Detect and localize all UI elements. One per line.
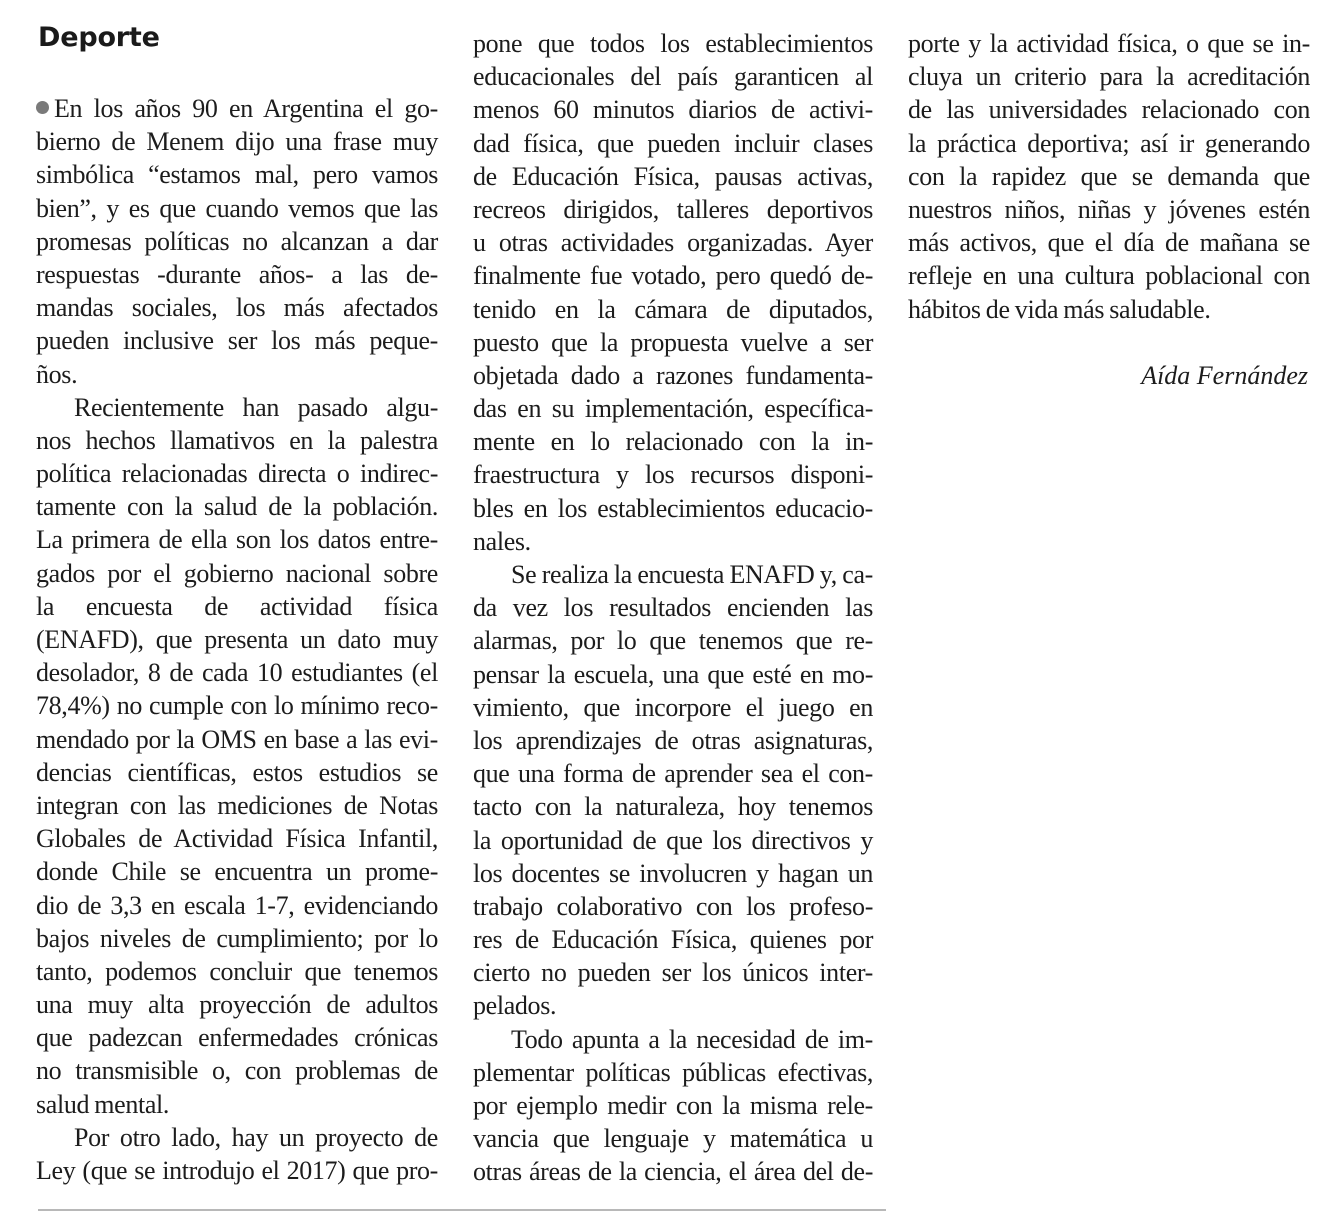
text-line-content: de Educación Física, pausas activas, <box>473 161 873 191</box>
text-line-content: la encuesta de actividad física <box>36 591 438 621</box>
text-line-content: finalmente fue votado, pero quedó de- <box>473 261 873 291</box>
text-line <box>473 624 873 657</box>
text-line <box>473 658 873 691</box>
text-line-content: fraestructura y los recursos disponi- <box>473 460 873 490</box>
text-line-content: das en su implementación, específica- <box>473 394 873 424</box>
text-line-content: otras áreas de la ciencia, el área del de- <box>473 1157 873 1187</box>
text-line <box>908 226 1310 259</box>
text-line <box>473 956 873 989</box>
text-line <box>473 359 873 392</box>
text-line-content: Ley (que se introdujo el 2017) que pro- <box>36 1156 438 1185</box>
text-line-content: (ENAFD), que presenta un dato muy <box>36 625 438 654</box>
text-line <box>36 1021 438 1054</box>
text-line-content: da vez los resultados encienden las <box>473 593 873 623</box>
text-line-content: Recientemente han pasado algu- <box>74 392 438 422</box>
text-line <box>36 125 438 158</box>
text-line <box>473 923 873 956</box>
article-column-3 <box>908 27 1310 326</box>
text-line <box>908 60 1310 93</box>
text-line <box>36 324 438 357</box>
text-line-content: trabajo colaborativo con los profeso- <box>473 891 873 921</box>
text-line <box>473 890 873 923</box>
text-line-content: más activos, que el día de mañana se <box>908 228 1310 258</box>
bullet-icon <box>36 101 49 114</box>
text-line-content: promesas políticas no alcanzan a dar <box>36 226 438 256</box>
text-line <box>473 724 873 757</box>
text-line <box>36 623 438 656</box>
text-line-content: Se realiza la encuesta ENAFD y, ca- <box>511 560 873 589</box>
text-line <box>908 160 1310 193</box>
text-line-content: desolador, 8 de cada 10 estudiantes (el <box>36 658 438 688</box>
text-line-content: dad física, que pueden incluir clases <box>473 128 873 158</box>
text-line-content: que padezcan enfermedades crónicas <box>36 1023 438 1053</box>
text-line <box>36 656 438 689</box>
text-line <box>473 193 873 226</box>
text-line <box>908 193 1310 226</box>
text-line <box>473 127 873 160</box>
text-line-content: ños. <box>36 359 78 389</box>
text-line <box>36 855 438 888</box>
text-line <box>473 93 873 126</box>
text-line-content: Globales de Actividad Física Infantil, <box>36 824 438 854</box>
text-line <box>36 1154 438 1187</box>
text-line-content: que una forma de aprender sea el con- <box>473 759 873 789</box>
text-line <box>473 425 873 458</box>
text-line-content: política relacionadas directa o indirec- <box>36 459 438 489</box>
article-column-1 <box>36 92 438 1187</box>
bottom-divider <box>38 1209 886 1211</box>
text-line-content: la práctica deportiva; así ir generando <box>908 128 1310 158</box>
text-line <box>36 590 438 623</box>
text-line <box>36 192 438 225</box>
text-line-content: bierno de Menem dijo una frase muy <box>36 127 438 157</box>
text-line <box>36 822 438 855</box>
text-line <box>36 291 438 324</box>
text-line <box>36 391 438 424</box>
text-line <box>908 93 1310 126</box>
text-line <box>908 27 1310 60</box>
text-line <box>473 591 873 624</box>
text-line <box>36 557 438 590</box>
text-line-content: educacionales del país garanticen al <box>473 62 873 92</box>
text-line <box>473 492 873 525</box>
text-line <box>473 60 873 93</box>
text-line <box>473 1056 873 1089</box>
text-line <box>473 824 873 857</box>
text-line-content: pensar la escuela, una que esté en mo- <box>473 659 873 689</box>
text-line-content: dencias científicas, estos estudios se <box>36 757 438 787</box>
text-line-content: Todo apunta a la necesidad de im- <box>511 1024 873 1054</box>
text-line-content: tacto con la naturaleza, hoy tenemos <box>473 792 873 822</box>
text-line <box>473 691 873 724</box>
text-line <box>473 160 873 193</box>
text-line <box>473 558 873 591</box>
text-line <box>36 490 438 523</box>
text-line-content: donde Chile se encuentra un prome- <box>36 857 438 887</box>
text-line <box>36 756 438 789</box>
text-line <box>36 1088 438 1121</box>
text-line-content: pueden inclusive ser los más peque- <box>36 326 438 356</box>
text-line <box>36 889 438 922</box>
text-line <box>36 258 438 291</box>
text-line-content: salud mental. <box>36 1089 170 1119</box>
text-line-content: recreos dirigidos, talleres deportivos <box>473 194 873 224</box>
text-line-content: con la rapidez que se demanda que <box>908 161 1310 191</box>
text-line <box>473 259 873 292</box>
text-line <box>473 1155 873 1188</box>
text-line-content: integran con las mediciones de Notas <box>36 790 438 820</box>
text-line-content: bles en los establecimientos educacio- <box>473 493 873 523</box>
text-line-content: respuestas -durante años- a las de- <box>36 259 438 289</box>
text-line-content: vimiento, que incorpore el juego en <box>473 692 873 722</box>
text-line-content: no transmisible o, con problemas de <box>36 1056 438 1086</box>
text-line-content: cluya un criterio para la acreditación <box>908 62 1310 92</box>
text-line <box>473 989 873 1022</box>
text-line <box>36 1054 438 1087</box>
text-line <box>473 226 873 259</box>
text-line <box>36 424 438 457</box>
text-line-content: bajos niveles de cumplimiento; por lo <box>36 923 438 953</box>
text-line <box>36 1121 438 1154</box>
text-line-content: simbólica “estamos mal, pero vamos <box>36 160 438 190</box>
text-line-content: porte y la actividad física, o que se in- <box>908 29 1310 58</box>
article-column-2 <box>473 27 873 1189</box>
text-line <box>36 955 438 988</box>
section-title: Deporte <box>38 22 160 53</box>
text-line <box>473 293 873 326</box>
text-line <box>36 457 438 490</box>
text-line <box>473 525 873 558</box>
text-line-content: tamente con la salud de la población. <box>36 492 438 522</box>
text-line-content: alarmas, por lo que tenemos que re- <box>473 626 873 656</box>
text-line <box>473 326 873 359</box>
text-line <box>908 127 1310 160</box>
text-line-content: cierto no pueden ser los únicos inter- <box>473 958 873 988</box>
text-line-content: hábitos de vida más saludable. <box>908 294 1211 324</box>
text-line <box>473 392 873 425</box>
text-line-content: nos hechos llamativos en la palestra <box>36 425 438 455</box>
text-line <box>36 92 438 125</box>
text-line-content: nuestros niños, niñas y jóvenes estén <box>908 194 1310 224</box>
text-line <box>36 225 438 258</box>
text-line <box>473 757 873 790</box>
text-line-content: por ejemplo medir con la misma rele- <box>473 1091 873 1120</box>
text-line-content: mendado por la OMS en base a las evi- <box>36 724 438 754</box>
text-line-content: mente en lo relacionado con la in- <box>473 427 873 457</box>
text-line-content: tenido en la cámara de diputados, <box>473 294 873 324</box>
text-line <box>36 789 438 822</box>
text-line-content: pone que todos los establecimientos <box>473 29 873 58</box>
text-line-content: objetada dado a razones fundamenta- <box>473 360 873 390</box>
text-line <box>36 689 438 722</box>
text-line-content: pelados. <box>473 991 557 1021</box>
text-line-content: los docentes se involucren y hagan un <box>473 858 873 888</box>
text-line-content: res de Educación Física, quienes por <box>473 925 873 955</box>
text-line <box>36 723 438 756</box>
text-line <box>473 1023 873 1056</box>
text-line-content: refleje en una cultura poblacional con <box>908 261 1310 291</box>
text-line <box>473 790 873 823</box>
text-line-content: mandas sociales, los más afectados <box>36 293 438 323</box>
text-line-content: de las universidades relacionado con <box>908 95 1310 125</box>
text-line-content: Por otro lado, hay un proyecto de <box>74 1122 438 1152</box>
text-line <box>473 458 873 491</box>
text-line <box>36 988 438 1021</box>
text-line <box>473 857 873 890</box>
text-line <box>473 1122 873 1155</box>
text-line-content: menos 60 minutos diarios de activi- <box>473 95 873 125</box>
text-line-content: dio de 3,3 en escala 1-7, evidenciando <box>36 890 438 920</box>
text-line-content: los aprendizajes de otras asignaturas, <box>473 725 873 755</box>
text-line-content: bien”, y es que cuando vemos que las <box>36 193 438 223</box>
text-line-content: En los años 90 en Argentina el go- <box>54 94 438 123</box>
text-line-content: 78,4%) no cumple con lo mínimo reco- <box>36 691 438 721</box>
text-line <box>908 259 1310 292</box>
text-line-content: vancia que lenguaje y matemática u <box>473 1124 873 1154</box>
text-line <box>36 523 438 556</box>
text-line-content: la oportunidad de que los directivos y <box>473 825 873 855</box>
text-line-content: puesto que la propuesta vuelve a ser <box>473 327 873 357</box>
author-byline: Aída Fernández <box>1141 361 1308 390</box>
text-line-content: gados por el gobierno nacional sobre <box>36 558 438 588</box>
text-line-content: una muy alta proyección de adultos <box>36 990 438 1020</box>
text-line <box>908 293 1310 326</box>
text-line-content: tanto, podemos concluir que tenemos <box>36 956 438 986</box>
text-line-content: La primera de ella son los datos entre- <box>36 525 438 555</box>
text-line <box>473 27 873 60</box>
text-line-content: plementar políticas públicas efectivas, <box>473 1057 873 1087</box>
text-line <box>473 1089 873 1122</box>
text-line <box>36 922 438 955</box>
text-line <box>36 358 438 391</box>
text-line <box>36 158 438 191</box>
text-line-content: nales. <box>473 526 531 556</box>
text-line-content: u otras actividades organizadas. Ayer <box>473 228 873 258</box>
